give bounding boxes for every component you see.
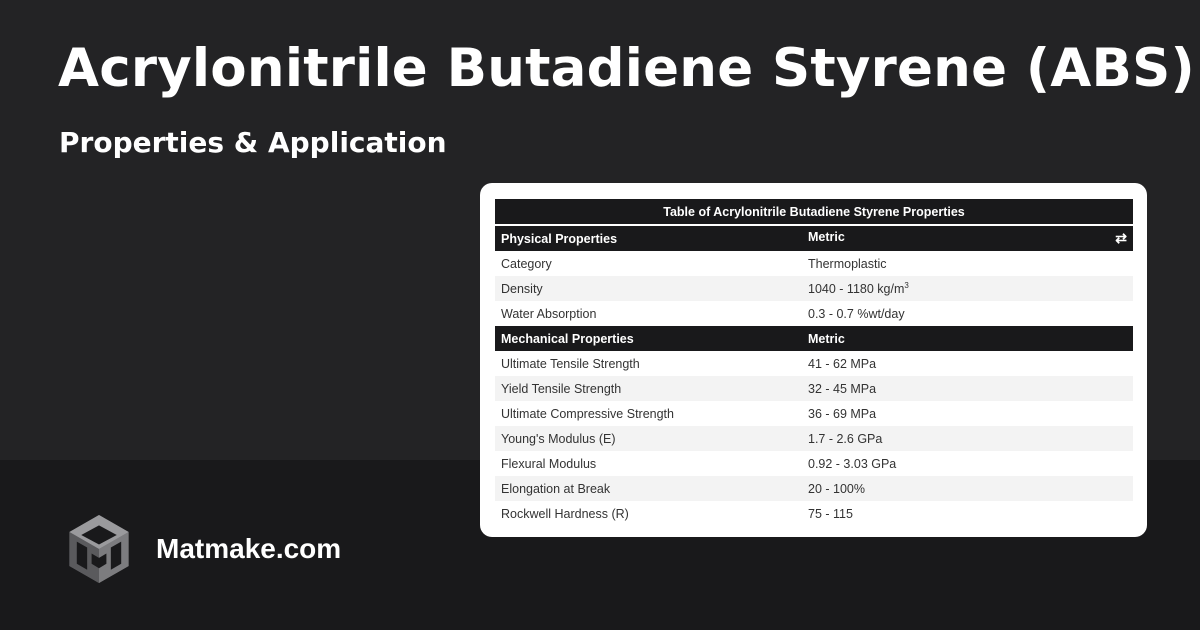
table-row <box>495 401 1133 426</box>
mechanical-properties-header <box>495 326 1133 351</box>
table-row <box>495 451 1133 476</box>
brand[interactable] <box>62 512 341 586</box>
property-label: Young's Modulus (E) <box>495 426 802 451</box>
table-row <box>495 501 1133 526</box>
brand-name[interactable]: Matmake.com <box>156 533 342 564</box>
property-label: Water Absorption <box>501 306 597 321</box>
property-value <box>802 401 1133 426</box>
property-value-text: 32 - 45 MPa <box>808 381 877 396</box>
unit-heading <box>802 326 1133 351</box>
property-value <box>802 301 1133 326</box>
property-value <box>802 376 1133 401</box>
section-heading: Physical Properties <box>495 225 802 251</box>
property-label: Elongation at Break <box>495 476 802 501</box>
properties-table <box>495 199 1133 526</box>
swap-units-icon[interactable]: ⇄ <box>1115 230 1127 246</box>
table-row <box>495 301 1133 326</box>
table-caption: Table of Acrylonitrile Butadiene Styrene Properties <box>495 199 1133 225</box>
property-value-text: 0.92 - 3.03 GPa <box>808 456 897 471</box>
properties-table-body <box>495 225 1133 526</box>
section-heading: Mechanical Properties <box>495 326 802 351</box>
property-value-text: 1040 - 1180 kg/m <box>808 282 905 297</box>
property-value <box>802 251 1133 276</box>
property-value <box>802 426 1133 451</box>
property-value-text: 75 - 115 <box>808 506 853 521</box>
property-label: Category <box>501 256 552 271</box>
property-value <box>802 501 1133 526</box>
property-value <box>802 276 1133 301</box>
unit-heading <box>802 225 1133 251</box>
property-value-text: 36 - 69 MPa <box>808 406 877 421</box>
unit-heading-label: Metric <box>808 230 845 244</box>
table-row <box>495 426 1133 451</box>
properties-card <box>480 183 1147 537</box>
page-title: Acrylonitrile Butadiene Styrene (ABS) <box>58 38 1195 99</box>
property-label: Ultimate Compressive Strength <box>501 406 674 421</box>
property-value <box>802 451 1133 476</box>
property-label: Ultimate Tensile Strength <box>501 356 640 371</box>
unit-heading-label: Metric <box>808 331 845 346</box>
property-value-text: 20 - 100% <box>808 481 865 496</box>
table-row <box>495 276 1133 301</box>
table-caption-row <box>495 199 1133 225</box>
property-label: Density <box>495 276 802 301</box>
table-row <box>495 351 1133 376</box>
property-value-text: 41 - 62 MPa <box>808 356 877 371</box>
page-subtitle: Properties & Application <box>59 126 447 159</box>
property-value-text: 1.7 - 2.6 GPa <box>808 431 883 446</box>
property-value-text: Thermoplastic <box>808 256 887 271</box>
unit-superscript: 3 <box>904 280 909 290</box>
table-row <box>495 476 1133 501</box>
matmake-cube-logo-icon <box>62 512 136 586</box>
table-row <box>495 251 1133 276</box>
property-value <box>802 351 1133 376</box>
table-row <box>495 376 1133 401</box>
property-value <box>802 476 1133 501</box>
property-label: Flexural Modulus <box>501 456 597 471</box>
physical-properties-header <box>495 225 1133 251</box>
property-label: Yield Tensile Strength <box>495 376 802 401</box>
property-value-text: 0.3 - 0.7 %wt/day <box>808 306 905 321</box>
property-label: Rockwell Hardness (R) <box>501 506 629 521</box>
